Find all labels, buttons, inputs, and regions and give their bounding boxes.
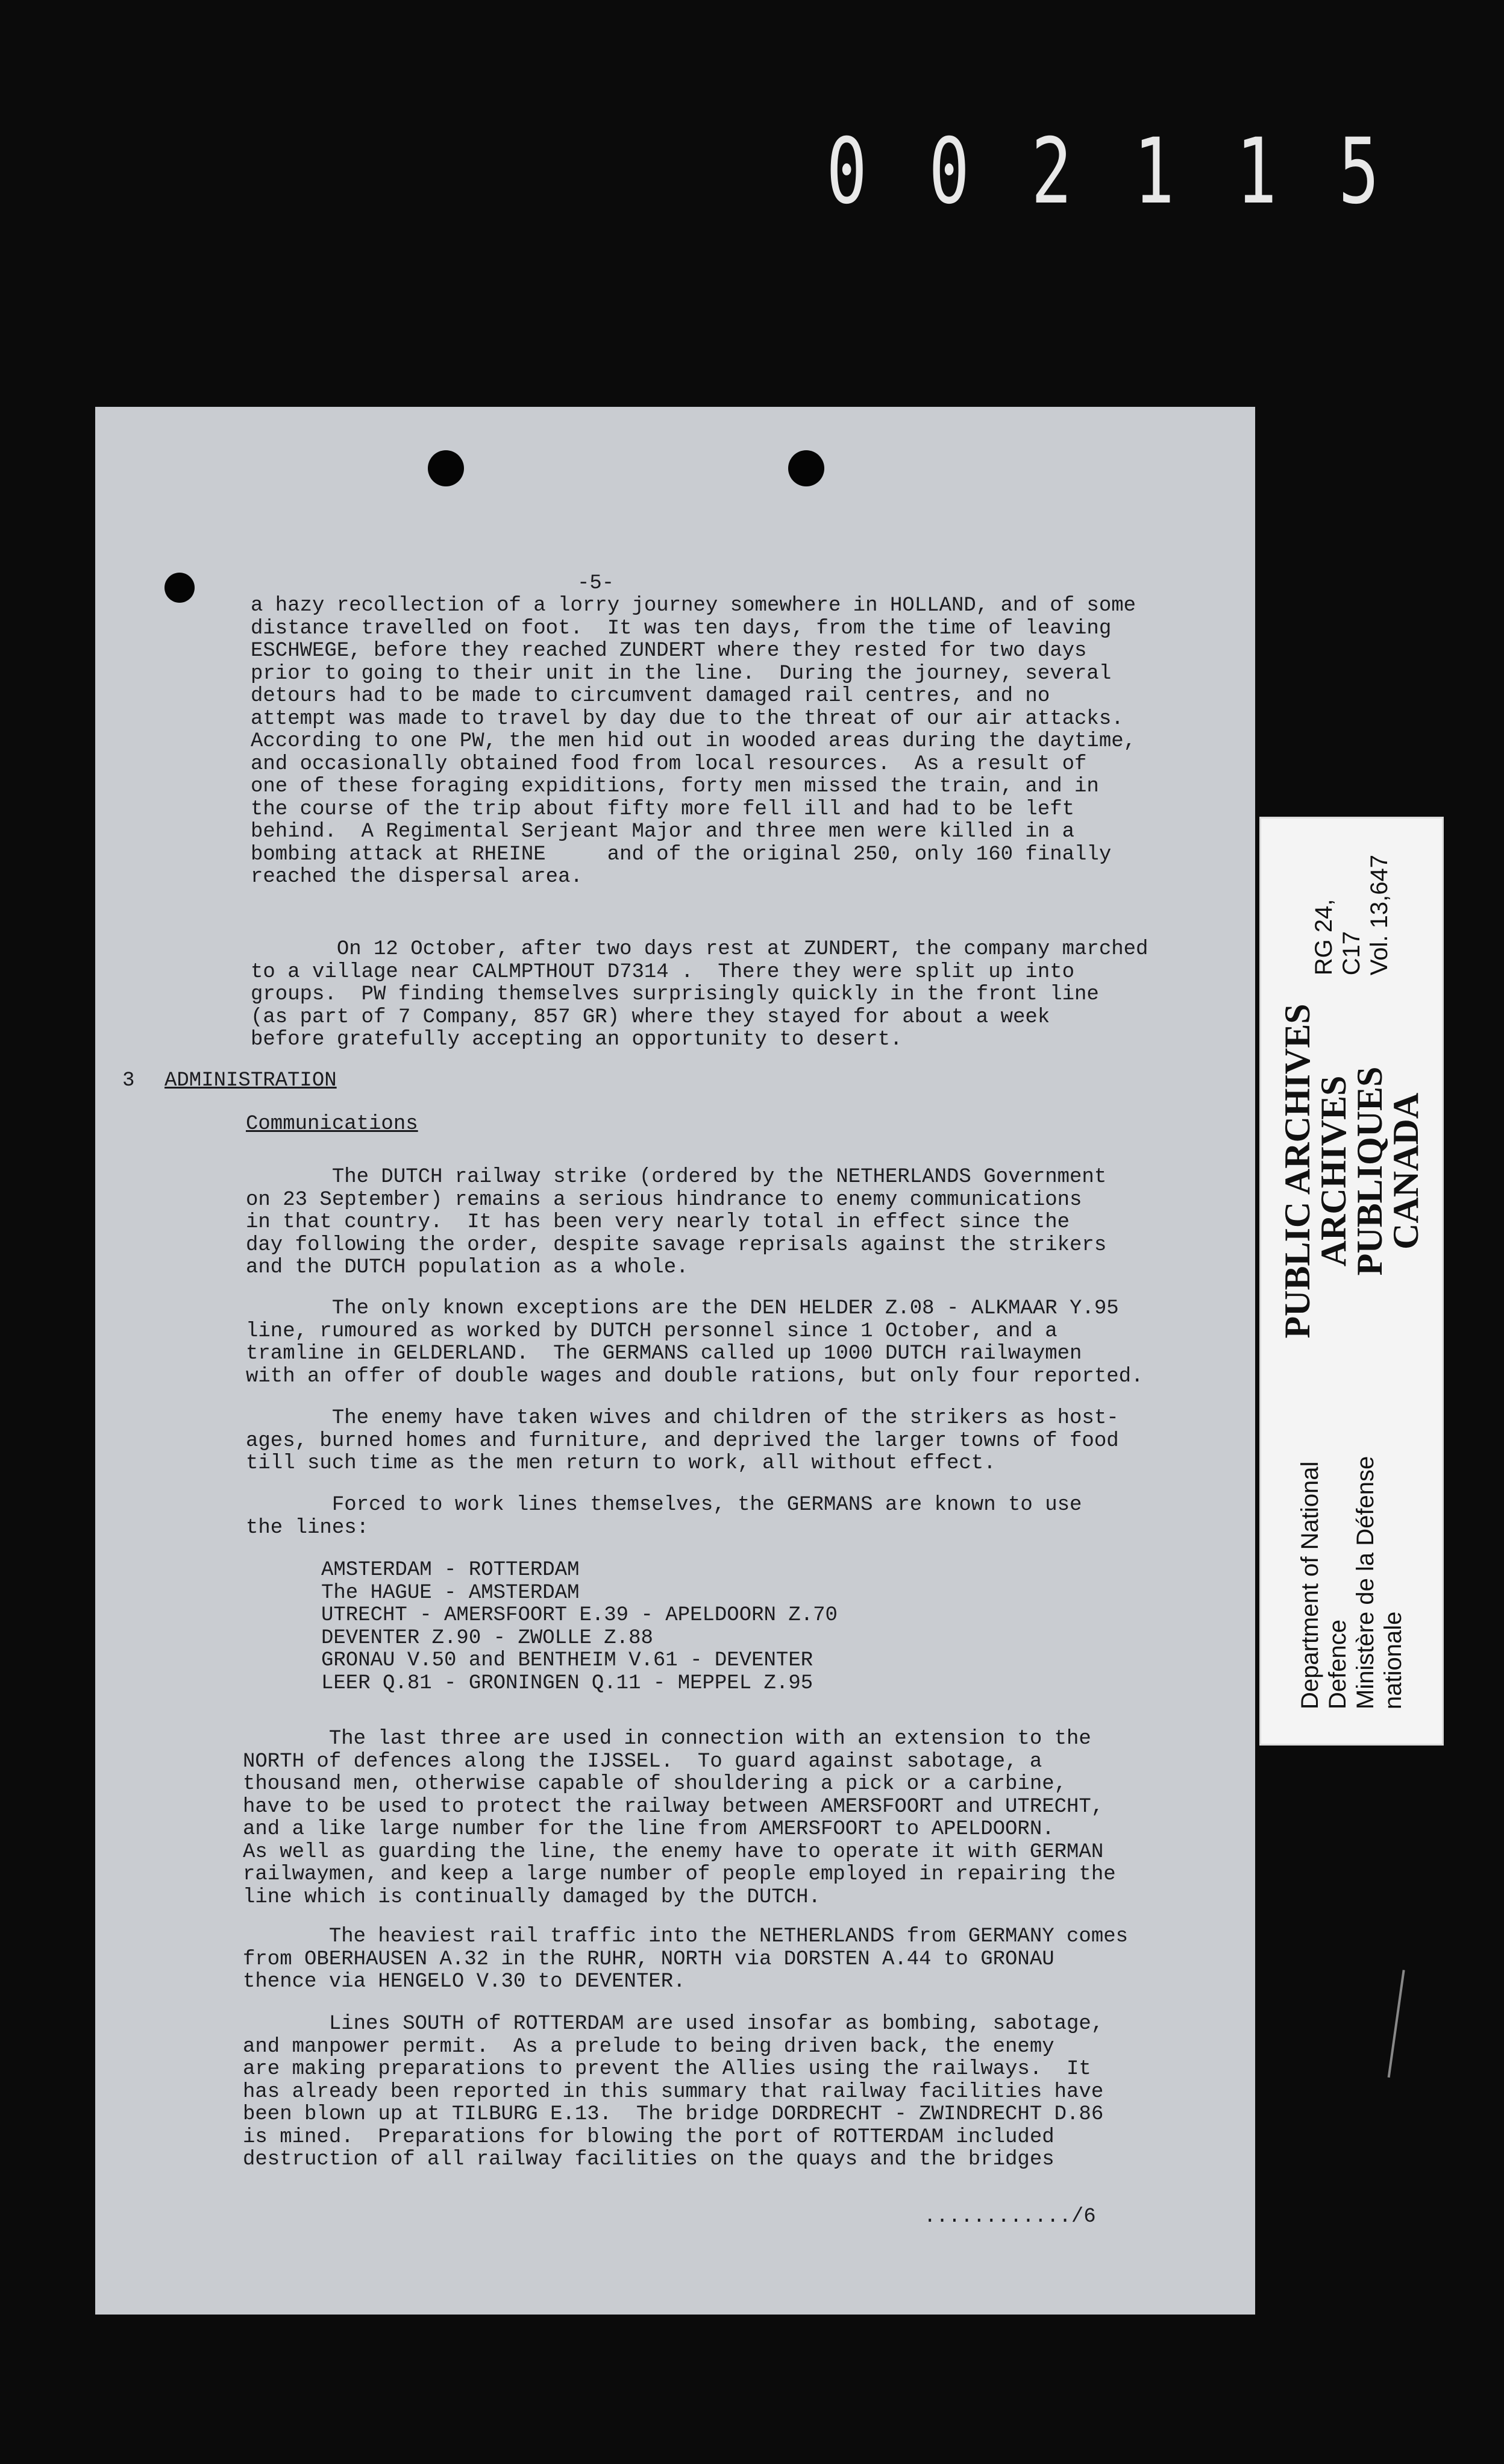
text-line: As well as guarding the line, the enemy have to operate it with GERMAN	[243, 1840, 1104, 1864]
text-line: bombing attack at RHEINE and of the original 250, only 160 finally	[251, 843, 1112, 866]
text-line: The DUTCH railway strike (ordered by the NETHERLANDS Government	[246, 1166, 1107, 1189]
text-line: are making preparations to prevent the Allies using the railways. It	[243, 2058, 1091, 2081]
stamp-archive-line-3: CANADA	[1386, 1092, 1426, 1249]
text-line: detours had to be made to circumvent damaged rail centres, and no	[251, 685, 1050, 708]
document-body	[95, 407, 1255, 2315]
section-number: 3	[122, 1069, 135, 1092]
frame-digit: 2	[1031, 119, 1072, 224]
stamp-department-en: Department of National Defence	[1297, 1461, 1351, 1709]
text-line: on 23 September) remains a serious hindrance to enemy communications	[246, 1188, 1082, 1212]
text-line: is mined. Preparations for blowing the port of ROTTERDAM included	[243, 2125, 1054, 2149]
railway-line-item: LEER Q.81 - GRONINGEN Q.11 - MEPPEL Z.95	[321, 1671, 813, 1695]
frame-digit: 0	[929, 119, 970, 224]
text-line: Lines SOUTH of ROTTERDAM are used insofar as bombing, sabotage,	[243, 2013, 1104, 2035]
text-line: behind. A Regimental Serjeant Major and three men were killed in a	[251, 820, 1075, 843]
text-line: the lines:	[246, 1516, 369, 1539]
frame-digit: 1	[1133, 119, 1174, 224]
archive-stamp	[1259, 817, 1444, 1746]
text-line: destruction of all railway facilities on the quays and the bridges	[243, 2148, 1054, 2171]
frame-digit: 5	[1338, 119, 1379, 224]
text-line: reached the dispersal area.	[251, 866, 583, 888]
text-line: been blown up at TILBURG E.13. The bridge DORDRECHT - ZWINDRECHT D.86	[243, 2103, 1104, 2126]
text-line: line, rumoured as worked by DUTCH personnel since 1 October, and a	[246, 1319, 1058, 1343]
text-line: NORTH of defences along the IJSSEL. To guard against sabotage, a	[243, 1750, 1042, 1773]
document-page	[95, 407, 1255, 2315]
text-line: to a village near CALMPTHOUT D7314 . There they were split up into	[251, 960, 1075, 984]
stamp-record-group: RG 24, C17	[1311, 898, 1365, 975]
text-line: before gratefully accepting an opportunity to desert.	[251, 1028, 903, 1051]
text-line: day following the order, despite savage reprisals against the strikers	[246, 1233, 1107, 1257]
railway-line-item: AMSTERDAM - ROTTERDAM	[321, 1559, 580, 1582]
stamp-department-fr: Ministère de la Défense nationale	[1352, 1456, 1406, 1709]
text-line: a hazy recollection of a lorry journey somewhere in HOLLAND, and of some	[251, 594, 1136, 617]
text-line: one of these foraging expiditions, forty men missed the train, and in	[251, 775, 1099, 798]
text-line: The heaviest rail traffic into the NETHERLANDS from GERMANY comes	[243, 1925, 1129, 1948]
text-line: with an offer of double wages and double rations, but only four reported.	[246, 1365, 1144, 1388]
stamp-volume: Vol. 13,647	[1366, 854, 1393, 975]
text-line: thousand men, otherwise capable of shouldering a pick or a carbine,	[243, 1773, 1067, 1796]
text-line: from OBERHAUSEN A.32 in the RUHR, NORTH via DORSTEN A.44 to GRONAU	[243, 1947, 1054, 1971]
stamp-archive-line-2: ARCHIVES PUBLIQUES	[1314, 1066, 1390, 1275]
railway-line-item: UTRECHT - AMERSFOORT E.39 - APELDOORN Z.70	[321, 1604, 838, 1627]
frame-digit: 1	[1236, 119, 1277, 224]
text-line: distance travelled on foot. It was ten days, from the time of leaving	[251, 617, 1112, 640]
text-line: attempt was made to travel by day due to the threat of our air attacks.	[251, 707, 1124, 731]
text-line: till such time as the men return to work, all without effect.	[246, 1452, 996, 1475]
text-line: (as part of 7 Company, 857 GR) where they stayed for about a week	[251, 1005, 1050, 1029]
text-line: and occasionally obtained food from local resources. As a result of	[251, 752, 1087, 776]
text-line: in that country. It has been very nearly total in effect since the	[246, 1211, 1070, 1234]
frame-number	[819, 119, 1386, 224]
text-line: groups. PW finding themselves surprisingly quickly in the front line	[251, 983, 1099, 1006]
text-line: tramline in GELDERLAND. The GERMANS called up 1000 DUTCH railwaymen	[246, 1342, 1082, 1365]
text-line: ages, burned homes and furniture, and deprived the larger towns of food	[246, 1429, 1119, 1453]
text-line: have to be used to protect the railway between AMERSFOORT and UTRECHT,	[243, 1795, 1104, 1818]
text-line: According to one PW, the men hid out in wooded areas during the daytime,	[251, 730, 1136, 753]
subheading: Communications	[246, 1113, 418, 1136]
continuation-marker: ............/6	[924, 2205, 1096, 2228]
text-line: The enemy have taken wives and children of the strikers as host-	[246, 1407, 1119, 1430]
railway-line-item: The HAGUE - AMSTERDAM	[321, 1581, 580, 1604]
text-line: and a like large number for the line from AMERSFOORT to APELDOORN.	[243, 1818, 1054, 1841]
section-title: ADMINISTRATION	[164, 1069, 337, 1092]
text-line: The only known exceptions are the DEN HELDER Z.08 - ALKMAAR Y.95	[246, 1297, 1119, 1320]
frame-digit: 0	[826, 119, 868, 224]
text-line: The last three are used in connection with an extension to the	[243, 1727, 1091, 1750]
page-number: -5-	[577, 572, 615, 595]
text-line: and manpower permit. As a prelude to being driven back, the enemy	[243, 2035, 1054, 2058]
text-line: railwaymen, and keep a large number of people employed in repairing the	[243, 1863, 1116, 1886]
text-line: the course of the trip about fifty more fell ill and had to be left	[251, 797, 1075, 821]
text-line: Forced to work lines themselves, the GERMANS are known to use	[246, 1494, 1082, 1516]
text-line: ESCHWEGE, before they reached ZUNDERT where they rested for two days	[251, 640, 1087, 662]
film-scratch	[1388, 1970, 1426, 2081]
text-line: line which is continually damaged by the DUTCH.	[243, 1885, 821, 1909]
text-line: On 12 October, after two days rest at ZUNDERT, the company marched	[251, 938, 1148, 961]
text-line: thence via HENGELO V.30 to DEVENTER.	[243, 1970, 686, 1993]
railway-line-item: DEVENTER Z.90 - ZWOLLE Z.88	[321, 1626, 653, 1650]
stamp-archive-line-1: PUBLIC ARCHIVES	[1277, 1003, 1317, 1339]
text-line: and the DUTCH population as a whole.	[246, 1256, 689, 1279]
railway-line-item: GRONAU V.50 and BENTHEIM V.61 - DEVENTER	[321, 1649, 813, 1672]
text-line: has already been reported in this summary that railway facilities have	[243, 2080, 1104, 2104]
text-line: prior to going to their unit in the line. During the journey, several	[251, 662, 1112, 685]
